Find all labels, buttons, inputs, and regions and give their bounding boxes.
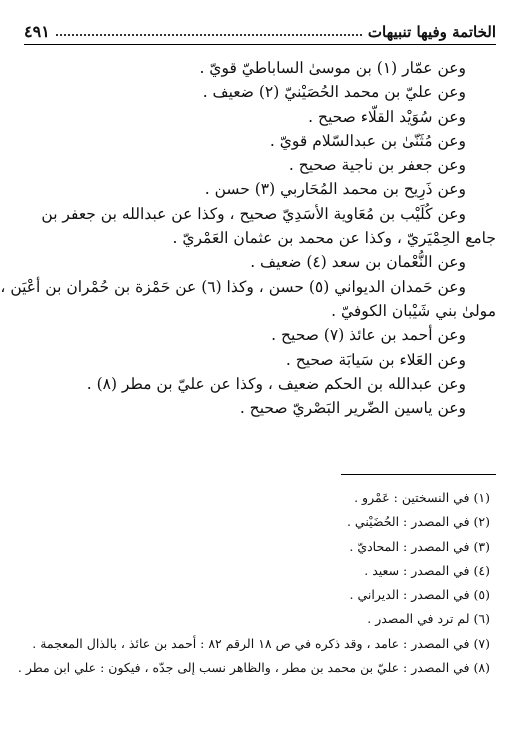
- text-line: وعن ياسين الضّرير البَصْريّ صحيح .: [239, 399, 466, 418]
- text-line: وعن النُّعْمان بن سعد (٤) ضعيف .: [250, 253, 466, 272]
- running-header: [24, 18, 496, 45]
- footnote: (١) في النسختين : عَمْرو .: [354, 490, 490, 505]
- page-number: ٤٩١: [24, 22, 50, 41]
- footnote: (٦) لم ترد في المصدر .: [367, 611, 490, 627]
- text-line: وعن حَمدان الديواني (٥) حسن ، وكذا (٦) عن حَمْزة بن حُمْران بن أعْيَن ،: [0, 277, 466, 296]
- text-line: وعن كُلَيْب بن مُعَاوية الأسَدِيّ صحيح ، وكذا عن عبدالله بن جعفر بن: [41, 204, 466, 223]
- header-leader-dots: [56, 34, 362, 36]
- text-line: وعن العَلاء بن سَيابَة صحيح .: [285, 350, 466, 369]
- text-line: جامع الحِمْيَريّ ، وكذا عن محمد بن عثمان العَمْريّ .: [172, 229, 496, 248]
- main-text: [0, 56, 496, 420]
- footnotes: [17, 486, 496, 680]
- chapter-title: الخاتمة وفيها تنبيهات: [367, 23, 496, 41]
- text-line: وعن سُوَيْد القلّاء صحيح .: [308, 107, 466, 126]
- text-line: وعن مُثَنّىٰ بن عبدالسّلام قويّ .: [269, 131, 466, 150]
- footnote: (٥) في المصدر : الديراني .: [349, 587, 490, 603]
- footnote-separator: [341, 474, 496, 475]
- footnote: (٣) في المصدر : المحاديّ .: [349, 538, 490, 554]
- text-line: وعن أحمد بن عائذ (٧) صحيح .: [271, 326, 466, 345]
- text-line: وعن عليّ بن محمد الحُصَيْنيّ (٢) ضعيف .: [202, 83, 466, 102]
- text-line: وعن جعفر بن ناجية صحيح .: [288, 156, 466, 175]
- footnote: (٤) في المصدر : سعيد .: [364, 562, 490, 578]
- footnote: (٧) في المصدر : عامد ، وقد ذكره في ص ١٨ الرقم ٨٢ : أحمد بن عائذ ، بالذال المعجمة .: [32, 635, 490, 651]
- text-line: وعن ذَرِيح بن محمد المُحَاربي (٣) حسن .: [204, 180, 466, 199]
- text-line: وعن عبدالله بن الحكم ضعيف ، وكذا عن عليّ بن مطر (٨) .: [86, 374, 466, 393]
- text-line: وعن عمّار (١) بن موسىٰ الساباطيّ قويّ .: [199, 59, 466, 77]
- footnote: (٢) في المصدر : الحُضَيْني .: [346, 514, 490, 530]
- footnote: (٨) في المصدر : عليّ بن محمد بن مطر ، والظاهر نسب إلى جدّه ، فيكون : علي ابن مطر .: [17, 660, 490, 676]
- text-line: مولىٰ بني شَيْبان الكوفيّ .: [331, 301, 496, 320]
